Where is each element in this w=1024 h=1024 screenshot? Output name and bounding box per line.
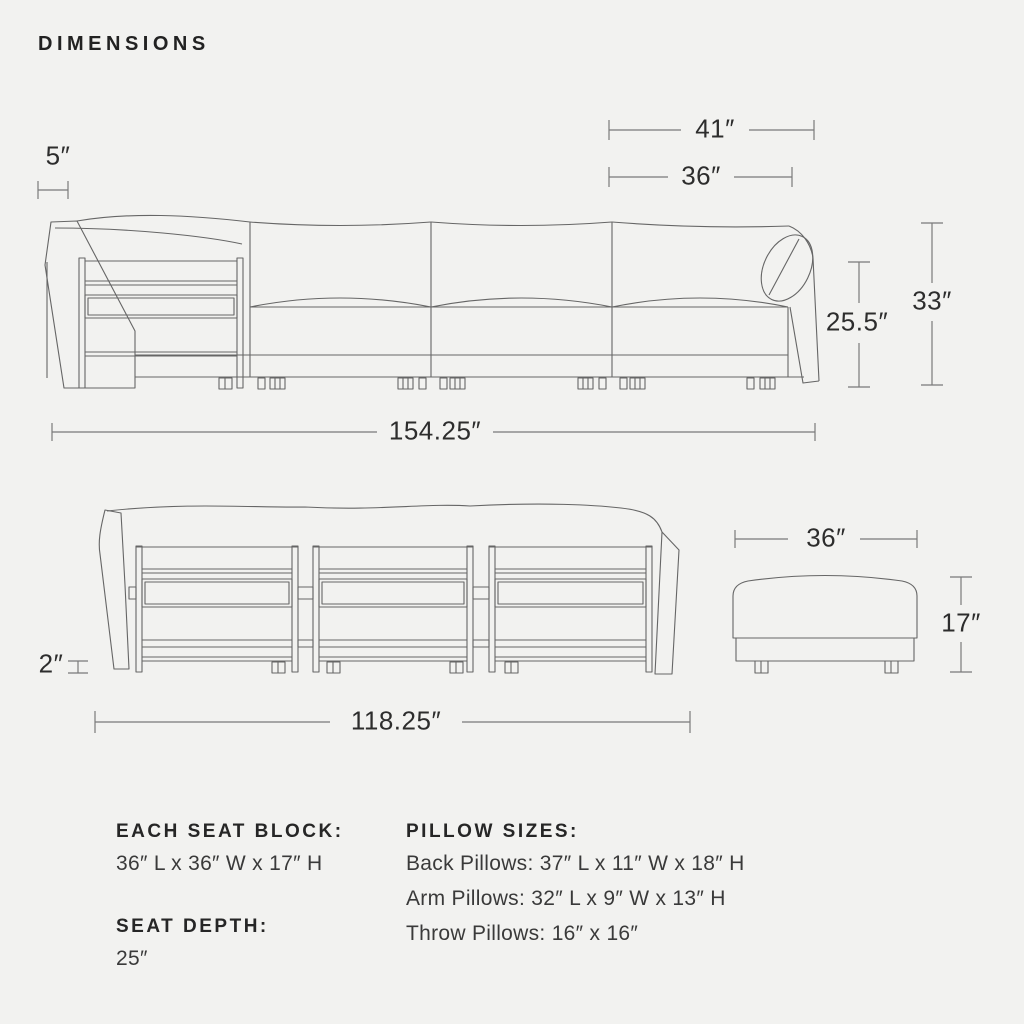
pillow-sizes-throw-line: Throw Pillows: 16″ x 16″ <box>406 922 639 945</box>
dim-label-arm-width: 5″ <box>45 140 71 171</box>
dim-label-back-overall-length: 118.25″ <box>350 705 442 736</box>
dim-label-seat-height: 25.5″ <box>825 306 889 337</box>
page-title: DIMENSIONS <box>38 33 210 55</box>
seat-depth-value: 25″ <box>116 947 148 970</box>
dim-label-overall-height: 33″ <box>912 285 952 316</box>
sofa-front-elevation <box>45 215 823 389</box>
pillow-sizes-back-line: Back Pillows: 37″ L x 11″ W x 18″ H <box>406 852 745 875</box>
sofa-back-elevation <box>99 504 679 674</box>
dim-label-ottoman-height: 17″ <box>941 607 981 638</box>
seat-depth-heading: SEAT DEPTH: <box>116 916 269 937</box>
dim-label-seat-width: 36″ <box>681 160 721 191</box>
dim-label-leg-height: 2″ <box>38 648 64 679</box>
dimension-lines <box>38 120 972 733</box>
pillow-sizes-heading: PILLOW SIZES: <box>406 821 579 842</box>
seat-block-value: 36″ L x 36″ W x 17″ H <box>116 852 323 875</box>
seat-block-heading: EACH SEAT BLOCK: <box>116 821 344 842</box>
dim-label-seat-plus-arm-width: 41″ <box>695 113 735 144</box>
pillow-sizes-arm-line: Arm Pillows: 32″ L x 9″ W x 13″ H <box>406 887 726 910</box>
dim-label-front-overall-length: 154.25″ <box>388 415 482 446</box>
ottoman-side-elevation <box>733 576 917 674</box>
dim-label-ottoman-width: 36″ <box>806 522 846 553</box>
